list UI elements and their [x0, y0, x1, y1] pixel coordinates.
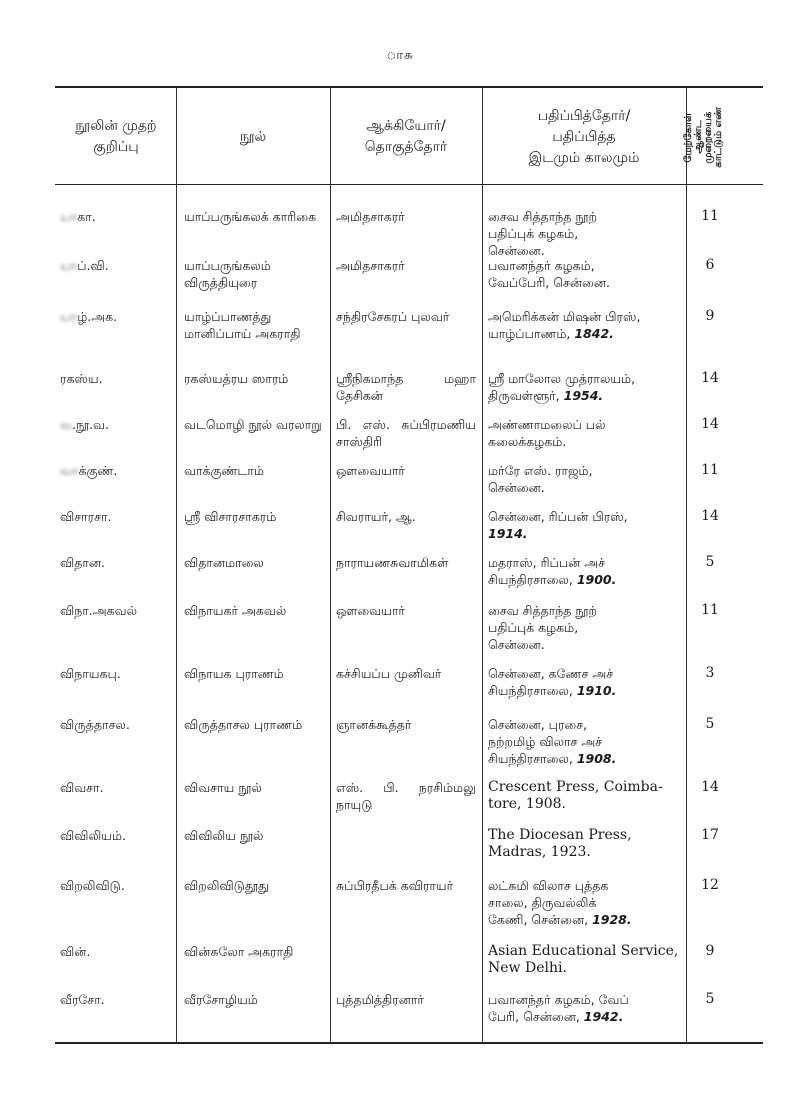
- publisher-line: பதிப்புக் கழகம்,: [488, 226, 579, 241]
- author-cell: அமிதசாகரர்: [336, 258, 405, 273]
- abbreviation-cell: [60, 554, 168, 571]
- reference-number-cell: 5: [705, 716, 715, 732]
- abbreviation-text: விநா.அகவல்: [60, 603, 137, 618]
- publisher-cell: [488, 416, 682, 450]
- publisher-cell: [488, 716, 682, 767]
- publisher-line: சென்னை.: [488, 637, 545, 652]
- author-cell: எஸ். பி. நரசிம்மலு நாயுடு: [336, 780, 476, 812]
- column-divider: [482, 88, 483, 1042]
- table-top-rule: [55, 86, 763, 88]
- header-abbreviation: நூலின் முதற் குறிப்பு: [75, 118, 157, 155]
- abbreviation-cell: [60, 370, 168, 387]
- abbreviation-text: ப்.வி.: [77, 258, 109, 273]
- reference-number-cell: 14: [701, 370, 719, 386]
- header-reference: மேற்கோள் ஆண்ட முறையைக் காட்டும் எண்: [683, 106, 724, 168]
- reference-number-cell: 5: [705, 554, 715, 570]
- publisher-cell: [488, 308, 682, 342]
- publisher-cell: [488, 462, 682, 496]
- publisher-line: பவானந்தர் கழகம், வேப்: [488, 992, 629, 1007]
- author-cell: ஸ்ரீநிகமாந்த மஹா தேசிகன்: [336, 371, 476, 403]
- publisher-cell: [488, 827, 682, 861]
- reference-number-cell: 12: [701, 877, 719, 893]
- table-bottom-rule: [55, 1042, 763, 1044]
- publication-year: 1910.: [576, 683, 617, 698]
- author-cell: பி. எஸ். சுப்பிரமணிய சாஸ்திரி: [336, 417, 476, 449]
- reference-number-cell: 6: [705, 257, 715, 273]
- publisher-line: நற்றமிழ் விலாச அச்: [488, 734, 603, 749]
- publisher-line: பவானந்தர் கழகம்,: [488, 258, 595, 273]
- author-cell: அமிதசாகரர்: [336, 209, 405, 224]
- abbreviation-text: .நூ.வ.: [71, 417, 109, 432]
- author-cell: புத்தமித்திரனார்: [336, 992, 424, 1007]
- book-title-cell: விநாயக புராணம்: [184, 666, 284, 681]
- publication-year: 1908.: [576, 751, 617, 766]
- publisher-cell: [488, 877, 682, 928]
- publisher-line: சென்னை, புரசை,: [488, 717, 588, 732]
- publisher-line: பதிப்புக் கழகம்,: [488, 620, 579, 635]
- publication-year: 1914.: [488, 526, 528, 541]
- book-title-cell: ரகஸ்யத்ரய ஸாரம்: [184, 371, 289, 386]
- author-cell: நாராயணசுவாமிகள்: [336, 555, 449, 570]
- book-title-cell: விநாயகர் அகவல்: [184, 603, 287, 618]
- publication-year: 1900.: [576, 572, 617, 587]
- book-title-cell: வீரசோழியம்: [184, 992, 258, 1007]
- publisher-line: வேப்பேரி, சென்னை.: [488, 275, 610, 290]
- abbreviation-cell: [60, 208, 168, 225]
- reference-number-cell: 14: [701, 416, 719, 432]
- abbreviation-text: க்குண்.: [78, 463, 118, 478]
- book-title-cell: விருத்தாசல புராணம்: [184, 717, 303, 732]
- publisher-line: [488, 525, 682, 542]
- author-cell: ஔவையார்: [336, 463, 405, 478]
- publisher-line: கேணி, சென்னை, 1928.: [488, 912, 632, 927]
- abbreviation-text: விருத்தாசல.: [60, 717, 130, 732]
- publication-year: 1942.: [583, 1009, 624, 1024]
- author-cell: சிவராயர், ஆ.: [336, 509, 416, 524]
- publisher-cell: [488, 665, 682, 699]
- reference-number-cell: 17: [701, 827, 719, 843]
- abbreviation-cell: [60, 665, 168, 682]
- book-title-cell: விவசாய நூல்: [184, 780, 262, 795]
- publisher-line: கலைக்கழகம்.: [488, 434, 567, 449]
- publisher-line: The Diocesan Press,: [488, 827, 632, 843]
- header-publisher: பதிப்பித்தோர்/ பதிப்பித்த இடமும் காலமும்: [528, 107, 640, 166]
- publisher-cell: [488, 257, 682, 291]
- reference-number-cell: 11: [701, 462, 719, 478]
- publisher-line: சியந்திரசாலை, 1908.: [488, 751, 617, 766]
- author-cell: ஔவையார்: [336, 603, 405, 618]
- column-divider: [330, 88, 331, 1042]
- abbreviation-faded: யா: [60, 309, 78, 324]
- header-author: ஆக்கியோர்/ தொகுத்தோர்: [364, 118, 448, 155]
- book-title-cell: யாப்பருங்கலம் விருத்தியுரை: [184, 258, 271, 290]
- page-number: ாசு: [386, 48, 414, 63]
- abbreviation-faded: யா: [60, 209, 78, 224]
- publisher-cell: [488, 508, 682, 542]
- publisher-line: சியந்திரசாலை, 1910.: [488, 683, 617, 698]
- abbreviation-text: விநாயகபு.: [60, 666, 121, 681]
- publication-year: 1842.: [574, 326, 614, 341]
- publisher-line: சாலை, திருவல்லிக்: [488, 895, 597, 910]
- abbreviation-text: விசாரசா.: [60, 509, 112, 524]
- column-divider: [176, 88, 177, 1042]
- publisher-line: லட்சுமி விலாச புத்தக: [488, 878, 609, 893]
- abbreviation-cell: [60, 602, 168, 619]
- publisher-line: New Delhi.: [488, 960, 567, 976]
- abbreviation-cell: [60, 508, 168, 525]
- book-title-cell: விறலிவிடுதூது: [184, 878, 269, 893]
- publisher-line: Madras, 1923.: [488, 844, 591, 860]
- book-title-cell: வாக்குண்டாம்: [184, 463, 264, 478]
- publisher-line: அமெரிக்கன் மிஷன் பிரஸ்,: [488, 309, 641, 324]
- abbreviation-cell: [60, 779, 168, 796]
- reference-number-cell: 5: [705, 991, 715, 1007]
- publisher-line: யாழ்ப்பாணம், 1842.: [488, 326, 614, 341]
- column-divider: [686, 88, 687, 1042]
- reference-number-cell: 14: [701, 508, 719, 524]
- header-bottom-rule: [55, 184, 763, 185]
- author-cell: கச்சியப்ப முனிவர்: [336, 666, 442, 681]
- abbreviation-text: கா.: [77, 209, 96, 224]
- abbreviation-cell: [60, 827, 168, 844]
- author-cell: ஞானக்கூத்தர்: [336, 717, 412, 732]
- abbreviation-cell: [60, 716, 168, 733]
- publication-year: 1928.: [592, 912, 632, 927]
- publication-year: 1954.: [563, 388, 604, 403]
- publisher-cell: [488, 991, 682, 1025]
- abbreviation-text: விவிலியம்.: [60, 828, 126, 843]
- abbreviation-cell: [60, 416, 168, 433]
- abbreviation-text: ரகஸ்ய.: [60, 371, 103, 386]
- reference-number-cell: 9: [705, 943, 715, 959]
- reference-number-cell: 9: [705, 308, 715, 324]
- abbreviation-cell: [60, 308, 168, 325]
- author-cell: சுப்பிரதீபக் கவிராயர்: [336, 878, 454, 893]
- publisher-line: சென்னை.: [488, 480, 545, 495]
- publisher-cell: [488, 779, 682, 813]
- abbreviation-faded: வ: [60, 417, 72, 432]
- book-title-cell: ஸ்ரீ விசாரசாகரம்: [184, 509, 277, 524]
- publisher-cell: [488, 602, 682, 653]
- abbreviation-cell: [60, 943, 168, 960]
- abbreviation-cell: [60, 257, 168, 274]
- publisher-line: tore, 1908.: [488, 796, 567, 812]
- reference-number-cell: 11: [701, 602, 719, 618]
- publisher-line: சைவ சித்தாந்த நூற்: [488, 209, 598, 224]
- reference-number-cell: 11: [701, 208, 719, 224]
- publisher-cell: [488, 943, 682, 977]
- book-title-cell: வடமொழி நூல் வரலாறு: [184, 417, 322, 432]
- publisher-line: சென்னை, கணேச அச்: [488, 666, 614, 681]
- abbreviation-cell: [60, 991, 168, 1008]
- reference-number-cell: 3: [705, 665, 715, 681]
- publisher-line: ஸ்ரீ மாலோல முத்ராலயம்,: [488, 371, 636, 386]
- publisher-line: பேரி, சென்னை, 1942.: [488, 1009, 624, 1024]
- publisher-line: சைவ சித்தாந்த நூற்: [488, 603, 598, 618]
- publisher-line: சியந்திரசாலை, 1900.: [488, 572, 617, 587]
- header-book: நூல்: [239, 128, 267, 145]
- book-title-cell: விவிலிய நூல்: [184, 828, 264, 843]
- reference-number-cell: 14: [701, 779, 719, 795]
- publisher-line: மர்ரே எஸ். ராஜம்,: [488, 463, 593, 478]
- abbreviation-text: வின்.: [60, 944, 91, 959]
- abbreviation-cell: [60, 462, 168, 479]
- publisher-line: சென்னை.: [488, 243, 545, 258]
- abbreviation-text: வீரசோ.: [60, 992, 105, 1007]
- book-title-cell: விதானமாலை: [184, 555, 264, 570]
- publisher-line: அண்ணாமலைப் பல்: [488, 417, 606, 432]
- abbreviation-text: விவசா.: [60, 780, 104, 795]
- book-title-cell: யாழ்ப்பாணத்து மானிப்பாய் அகராதி: [184, 309, 301, 341]
- publisher-line: மதராஸ், ரிப்பன் அச்: [488, 555, 606, 570]
- publisher-cell: [488, 554, 682, 588]
- publisher-line: சென்னை, ரிப்பன் பிரஸ்,: [488, 509, 628, 524]
- abbreviation-text: விதான.: [60, 555, 105, 570]
- abbreviation-text: விறலிவிடு.: [60, 878, 125, 893]
- publisher-line: Asian Educational Service,: [488, 943, 679, 959]
- author-cell: சந்திரசேகரப் புலவர்: [336, 309, 450, 324]
- abbreviation-cell: [60, 877, 168, 894]
- abbreviation-faded: யா: [60, 258, 78, 273]
- publisher-line: திருவள்ளூர், 1954.: [488, 388, 604, 403]
- publisher-cell: [488, 370, 682, 404]
- publisher-cell: [488, 208, 682, 259]
- abbreviation-faded: வா: [60, 463, 79, 478]
- abbreviation-text: ழ்.அக.: [77, 309, 118, 324]
- book-title-cell: வின்சுலோ அகராதி: [184, 944, 294, 959]
- publisher-line: Crescent Press, Coimba-: [488, 779, 663, 795]
- book-title-cell: யாப்பருங்கலக் காரிகை: [184, 209, 317, 224]
